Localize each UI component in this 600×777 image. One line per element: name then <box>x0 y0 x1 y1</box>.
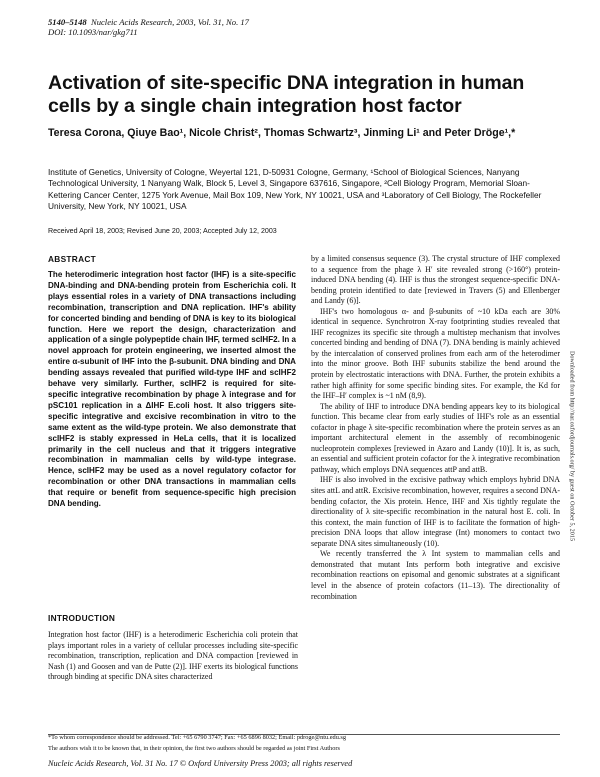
paragraph: by a limited consensus sequence (3). The crystal structure of IHF complexed to a sequence from the phage λ H′ site revealed strong (>160°) protein-induced DNA bending (4). IHF is thus the strongest sequence-specific DNA-bending protein identified to date [reviewed in Travers (5) and Ellenberger and Landy (6)]. <box>311 254 560 306</box>
article-title: Activation of site-specific DNA integration in human cells by a single chain integration host factor <box>48 72 525 117</box>
correspondence-footnote: *To whom correspondence should be addressed. Tel: +65 6790 3747; Fax: +65 6896 8032; Email: pdroge@ntu.edu.sg <box>48 734 347 741</box>
journal-citation: Nucleic Acids Research, 2003, Vol. 31, No. 17 <box>90 17 249 27</box>
download-sidebar <box>565 262 579 630</box>
page-range: 5140–5148 <box>48 17 87 27</box>
affiliations: Institute of Genetics, University of Cologne, Weyertal 121, D-50931 Cologne, Germany, ¹School of Biological Sciences, Nanyang Technological University, 1 Nanyang Walk, Block 5, Level 3, Singapore 637616, Singapore, ²Cell Biology Program, Memorial Sloan-Kettering Cancer Center, 1275 York Avenue, Mail Box 109, New York, NY 10021, USA and ³Laboratory of Cell Biology, The Rockefeller University, New York, NY 10021, USA <box>48 167 542 212</box>
download-notice: Downloaded from http://nar.oxfordjournals.org/ by guest on October 5, 2015 <box>568 350 576 542</box>
equal-contribution-footnote: The authors wish it to be known that, in their opinion, the first two authors should be regarded as joint First Authors <box>48 745 340 752</box>
right-column <box>311 254 560 602</box>
received-dates: Received April 18, 2003; Revised June 20, 2003; Accepted July 12, 2003 <box>48 227 277 235</box>
abstract-heading: ABSTRACT <box>48 254 97 264</box>
abstract-text: The heterodimeric integration host factor (IHF) is a site-specific DNA-binding and DNA-bending protein from Escherichia coli. It plays essential roles in a variety of DNA transactions including recombination, transcription and DNA replication. IHF's ability for concerted binding and bending of DNA is key to its biological function. Here we report the design, characterization and application of a single polypeptide chain IHF, termed scIHF2. In a novel approach for protein engineering, we inserted almost the entire α-subunit of IHF into the β-subunit. DNA binding and DNA bending assays revealed that purified wild-type IHF and scIHF2 behave very similarly. Further, scIHF2 is required for site-specific integrative recombination by phage λ integrase and for pSC101 replication in a ΔIHF E.coli host. It also triggers site-specific integrative and excisive recombination in vitro to the same extent as the wild-type protein. We also demonstrate that scIHF2 is stably expressed in HeLa cells, that it is localized primarily in the cell nucleus and that it triggers integrative recombination in mammalian cells by wild-type integrase. Hence, scIHF2 may be used as a novel regulatory cofactor for recombination or other DNA transactions in mammalian cells that require or benefit from sequence-specific high precision DNA bending. <box>48 270 296 509</box>
paragraph: IHF is also involved in the excisive pathway which employs hybrid DNA sites attL and attR. Excisive recombination, however, requires a second DNA-bending cofactor, the Xis protein. Hence, IHF and Xis tightly regulate the directionality of λ site-specific recombination in the natural host E. coli. In this context, the main function of IHF is to facilitate the formation of high-precision DNA loops that allow integrase (Int) monomers to contact two separate DNA sites simultaneously (10). <box>311 475 560 548</box>
introduction-heading: INTRODUCTION <box>48 613 116 623</box>
page-footer: Nucleic Acids Research, Vol. 31 No. 17 © Oxford University Press 2003; all rights reserved <box>48 759 353 768</box>
introduction-text: Integration host factor (IHF) is a heterodimeric Escherichia coli protein that plays important roles in a variety of cellular processes including site-specific recombination, transcription, replication and DNA compaction [reviewed in Nash (1) and Goosen and van de Putte (2)]. IHF exerts its biological functions through binding at specific DNA sites characterized <box>48 630 298 682</box>
author-list: Teresa Corona, Qiuye Bao¹, Nicole Christ², Thomas Schwartz³, Jinming Li¹ and Peter Dröge¹,* <box>48 127 516 139</box>
paragraph: We recently transferred the λ Int system to mammalian cells and demonstrated that mutant Ints perform both integrative and excisive recombination reactions on episomal and genomic substrates at a significant level in the absence of protein cofactors (11–13). The directionality of recombination <box>311 549 560 601</box>
paragraph: The ability of IHF to introduce DNA bending appears key to its biological function. This became clear from early studies of IHF's role as an essential cofactor in phage λ site-specific recombination where the protein serves as an important architectural element in the assembly of recombinogenic nucleoprotein complexes [reviewed in Azaro and Landy (10)]. It is, as such, an essential and sufficient protein cofactor for the λ integrative recombination pathway, which employs DNA sequences attP and attB. <box>311 401 560 474</box>
journal-header <box>48 17 468 38</box>
paragraph: IHF's two homologous α- and β-subunits of ~10 kDa each are 30% identical in sequence. Synchrotron X-ray footprinting studies revealed that IHF recognizes its specific site through a multistep mechanism that involves concerted binding and bending of DNA (7). DNA bending is mainly achieved by the intercalation of conserved prolines from each arm of the heterodimer into the minor groove. Both IHF subunits stabilize the bend around the protein by electrostatic interactions with DNA. Further, the protein exhibits a rather high affinity for some specific binding sites. For example, the Kd for the IHF–H′ complex is ~1 nM (8,9). <box>311 306 560 401</box>
doi: DOI: 10.1093/nar/gkg711 <box>48 27 138 38</box>
